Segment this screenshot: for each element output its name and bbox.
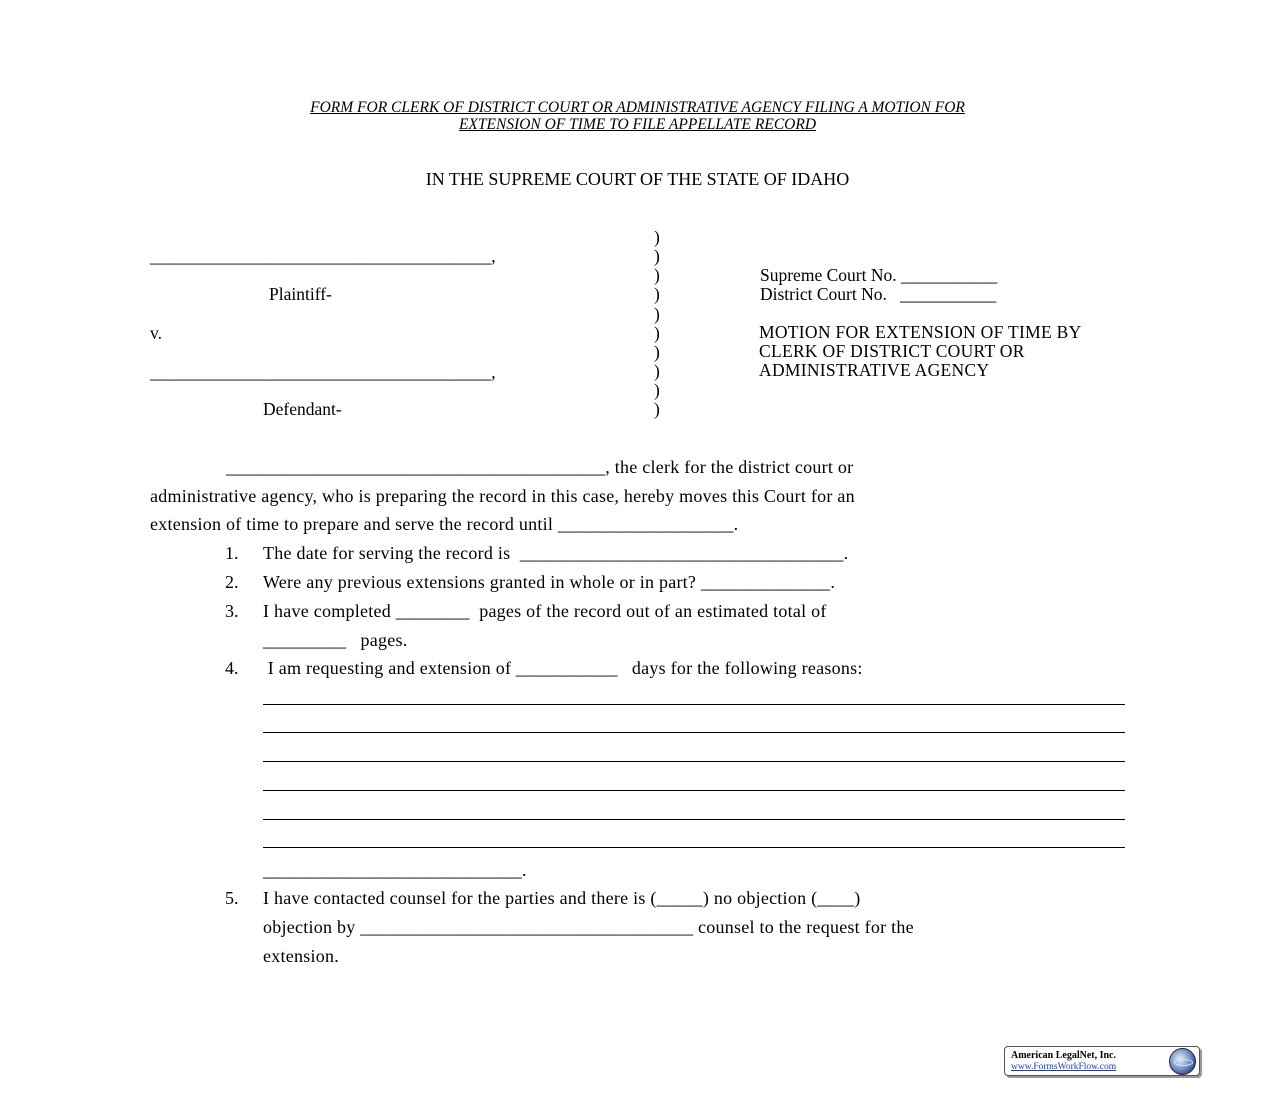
reason-line xyxy=(263,761,1125,762)
caption-paren: ) xyxy=(654,227,660,247)
globe-icon xyxy=(1169,1048,1196,1075)
caption-paren: ) xyxy=(654,361,660,381)
caption-paren: ) xyxy=(654,284,660,304)
caption-paren: ) xyxy=(654,342,660,362)
logo-url-link[interactable]: www.FormsWorkFlow.com xyxy=(1011,1062,1117,1072)
item-number: 5. xyxy=(225,888,239,908)
reason-line xyxy=(263,732,1125,733)
defendant-label: Defendant- xyxy=(263,399,342,419)
item-extension-days: I am requesting and extension of ___________ days for the following reasons: xyxy=(263,658,863,678)
clerk-intro-line: _________________________________________, the clerk for the district court or xyxy=(226,457,854,477)
reason-line xyxy=(263,704,1125,705)
item-previous-extensions: Were any previous extensions granted in whole or in part? ______________. xyxy=(263,572,836,592)
district-court-number: District Court No. ___________ xyxy=(760,284,997,304)
item-objection-by: objection by ____________________________________ counsel to the request for the xyxy=(263,917,914,937)
american-legalnet-logo[interactable] xyxy=(1004,1046,1200,1076)
item-number: 3. xyxy=(225,601,239,621)
reason-line xyxy=(263,847,1125,848)
item-counsel-objection: I have contacted counsel for the parties and there is (_____) no objection (____) xyxy=(263,888,861,908)
caption-paren: ) xyxy=(654,399,660,419)
plaintiff-name-blank: _______________________________________, xyxy=(150,246,496,266)
court-title: IN THE SUPREME COURT OF THE STATE OF IDAHO xyxy=(425,169,850,189)
item-number: 4. xyxy=(225,658,239,678)
reason-line xyxy=(263,819,1125,820)
item-extension-end: extension. xyxy=(263,946,339,966)
item-number: 1. xyxy=(225,543,239,563)
item-serving-date: The date for serving the record is ___________________________________. xyxy=(263,543,849,563)
reason-last-line: ____________________________. xyxy=(263,860,527,880)
plaintiff-label: Plaintiff- xyxy=(269,284,332,304)
reason-line xyxy=(263,790,1125,791)
form-title-line2: EXTENSION OF TIME TO FILE APPELLATE RECORD xyxy=(458,116,817,133)
versus-label: v. xyxy=(150,323,162,343)
motion-title: MOTION FOR EXTENSION OF TIME BY CLERK OF DISTRICT COURT OR ADMINISTRATIVE AGENCY xyxy=(759,322,1081,381)
item-number: 2. xyxy=(225,572,239,592)
caption-paren: ) xyxy=(654,380,660,400)
supreme-court-number: Supreme Court No. ___________ xyxy=(760,265,998,285)
defendant-name-blank: _______________________________________, xyxy=(150,362,496,382)
form-title xyxy=(150,99,1125,133)
item-pages-completed: I have completed ________ pages of the record out of an estimated total of xyxy=(263,601,827,621)
caption-paren: ) xyxy=(654,304,660,324)
caption-paren: ) xyxy=(654,323,660,343)
body-line-3: extension of time to prepare and serve the record until ___________________. xyxy=(150,514,739,534)
body-line-2: administrative agency, who is preparing the record in this case, hereby moves this Court for an xyxy=(150,486,855,506)
logo-company-name: American LegalNet, Inc. xyxy=(1011,1050,1116,1061)
caption-paren: ) xyxy=(654,265,660,285)
form-title-line1: FORM FOR CLERK OF DISTRICT COURT OR ADMINISTRATIVE AGENCY FILING A MOTION FOR xyxy=(310,99,965,116)
caption-paren: ) xyxy=(654,246,660,266)
item-pages-total: _________ pages. xyxy=(263,630,408,650)
